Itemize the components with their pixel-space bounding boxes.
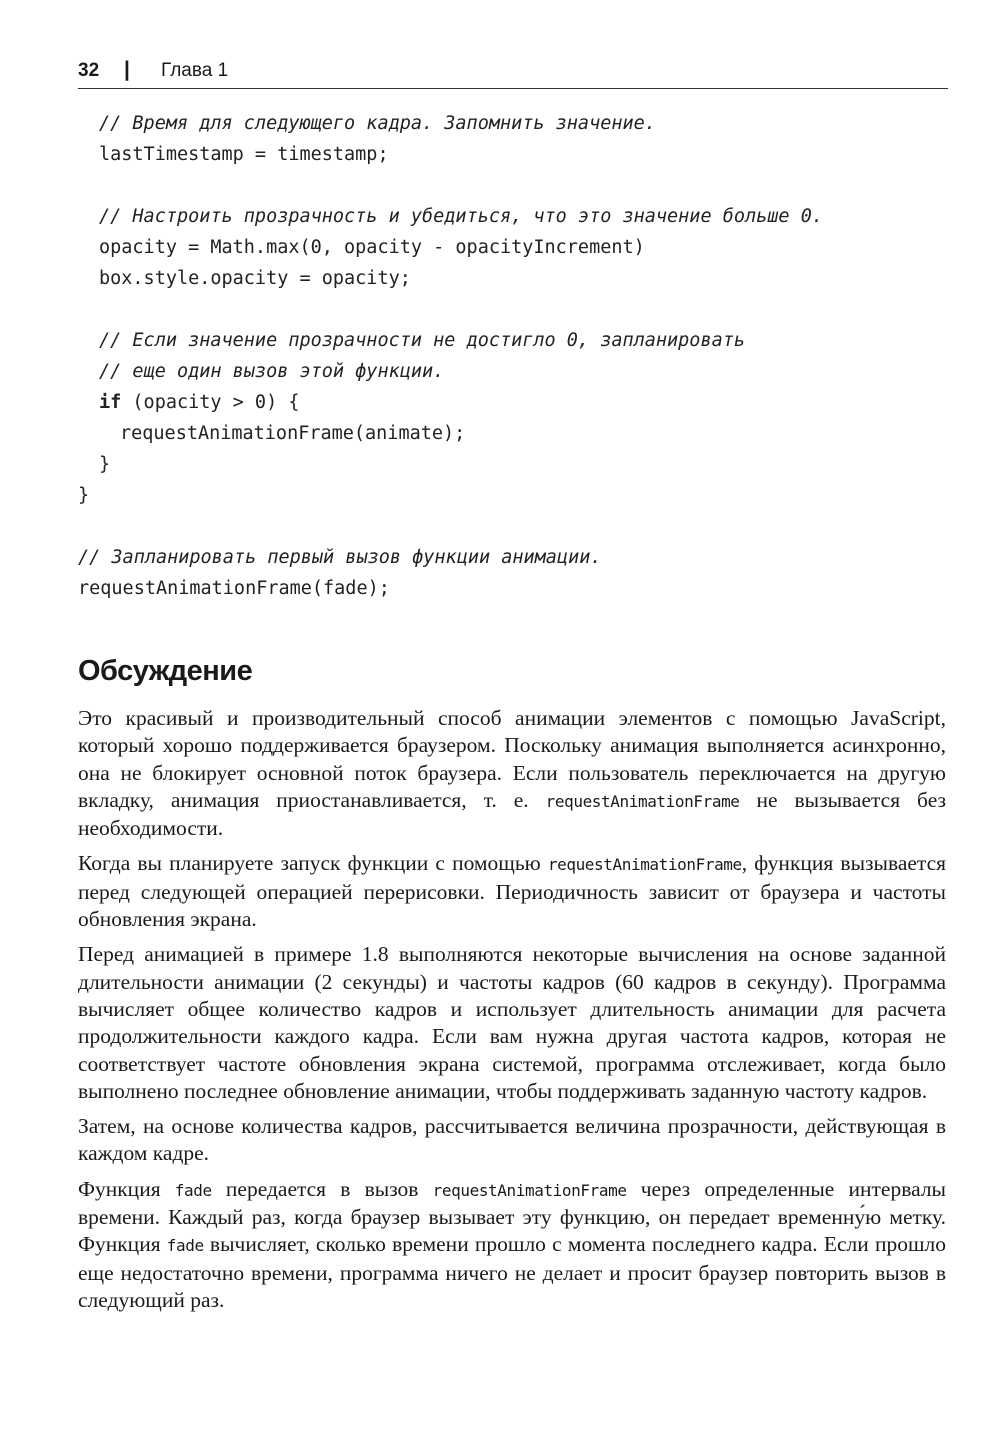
code-text: box.style.opacity = opacity;	[99, 268, 411, 289]
code-line	[99, 387, 300, 418]
code-line	[78, 573, 390, 604]
paragraph-text: Затем, на основе количества кадров, рассчитывается величина прозрачности, действующая в каждом кадре.	[78, 1114, 946, 1166]
section-title: Обсуждение	[78, 655, 253, 687]
paragraph	[78, 705, 946, 842]
paragraph-text: Функция	[78, 1176, 175, 1201]
code-comment: // Время для следующего кадра. Запомнить значение.	[99, 113, 656, 134]
inline-code: requestAnimationFrame	[545, 791, 740, 811]
paragraph	[78, 1176, 946, 1314]
code-line	[99, 449, 110, 480]
code-text: lastTimestamp = timestamp;	[99, 144, 389, 165]
code-text: (opacity > 0) {	[121, 392, 300, 413]
code-line	[99, 201, 823, 232]
code-line	[120, 418, 465, 449]
header-separator: |	[124, 58, 130, 81]
paragraph-text: через определенные интервалы времени. Каждый раз, когда браузер вызывает эту функцию, он передает временну́ю метку. Функция	[78, 1176, 946, 1257]
paragraph	[78, 850, 946, 933]
inline-code: fade	[166, 1236, 204, 1256]
code-line	[99, 108, 656, 139]
code-line	[99, 356, 444, 387]
paragraph-text: вычисляет, сколько времени прошло с момента последнего кадра. Если прошло еще недостаточно времени, программа ничего не делает и просит браузер повторить вызов в следующий раз.	[78, 1232, 947, 1312]
code-text: }	[99, 454, 111, 475]
paragraph-text: Когда вы планируете запуск функции с помощью	[78, 851, 548, 876]
code-line	[99, 325, 745, 356]
code-text: opacity = Math.max(0, opacity - opacityIncrement)	[99, 237, 645, 258]
code-comment: // еще один вызов этой функции.	[99, 361, 445, 382]
page-header	[78, 60, 948, 89]
code-line	[99, 139, 389, 170]
code-line	[99, 263, 411, 294]
paragraph	[78, 941, 946, 1105]
paragraph-text: Перед анимацией в примере 1.8 выполняются некоторые вычисления на основе заданной длительности анимации (2 секунды) и частоты кадров (60 кадров в секунду). Программа вычисляет общее количество кадров и использует длительность анимации для расчета продолжительности каждого кадра. Если вам нужна другая частота кадров, которая не соответствует частоте обновления экрана системой, программа отслеживает, когда было выполнено последнее обновление анимации, чтобы поддерживать заданную частоту кадров.	[78, 942, 946, 1103]
code-line	[78, 480, 89, 511]
inline-code: fade	[174, 1180, 212, 1200]
chapter-title: Глава 1	[161, 60, 229, 81]
code-text: }	[78, 485, 90, 506]
code-comment: // Если значение прозрачности не достигло 0, запланировать	[99, 330, 746, 351]
paragraph-text: не вызывается без необходимости.	[78, 787, 947, 841]
code-keyword: if	[99, 392, 122, 413]
paragraph-text: Это красивый и производительный способ анимации элементов с помощью JavaScript, который хорошо поддерживается браузером. Поскольку анимация выполняется асинхронно, она не блокирует основной поток браузера. Если пользователь переключается на другую вкладку, анимация приостанавливается, т. е.	[78, 706, 946, 812]
paragraph	[78, 1113, 946, 1168]
page-number: 32	[78, 60, 100, 81]
code-line	[78, 542, 601, 573]
code-line	[99, 232, 645, 263]
inline-code: requestAnimationFrame	[432, 1180, 627, 1200]
code-text: requestAnimationFrame(animate);	[120, 423, 466, 444]
paragraph-text: передается в вызов	[211, 1176, 433, 1201]
inline-code: requestAnimationFrame	[547, 855, 742, 875]
code-comment: // Запланировать первый вызов функции анимации.	[78, 547, 602, 568]
code-comment: // Настроить прозрачность и убедиться, что это значение больше 0.	[99, 206, 823, 227]
body-text	[78, 705, 946, 1322]
paragraph-text: , функция вызывается перед следующей операцией перерисовки. Периодичность зависит от браузера и частоты обновления экрана.	[78, 851, 947, 932]
code-text: requestAnimationFrame(fade);	[78, 578, 390, 599]
